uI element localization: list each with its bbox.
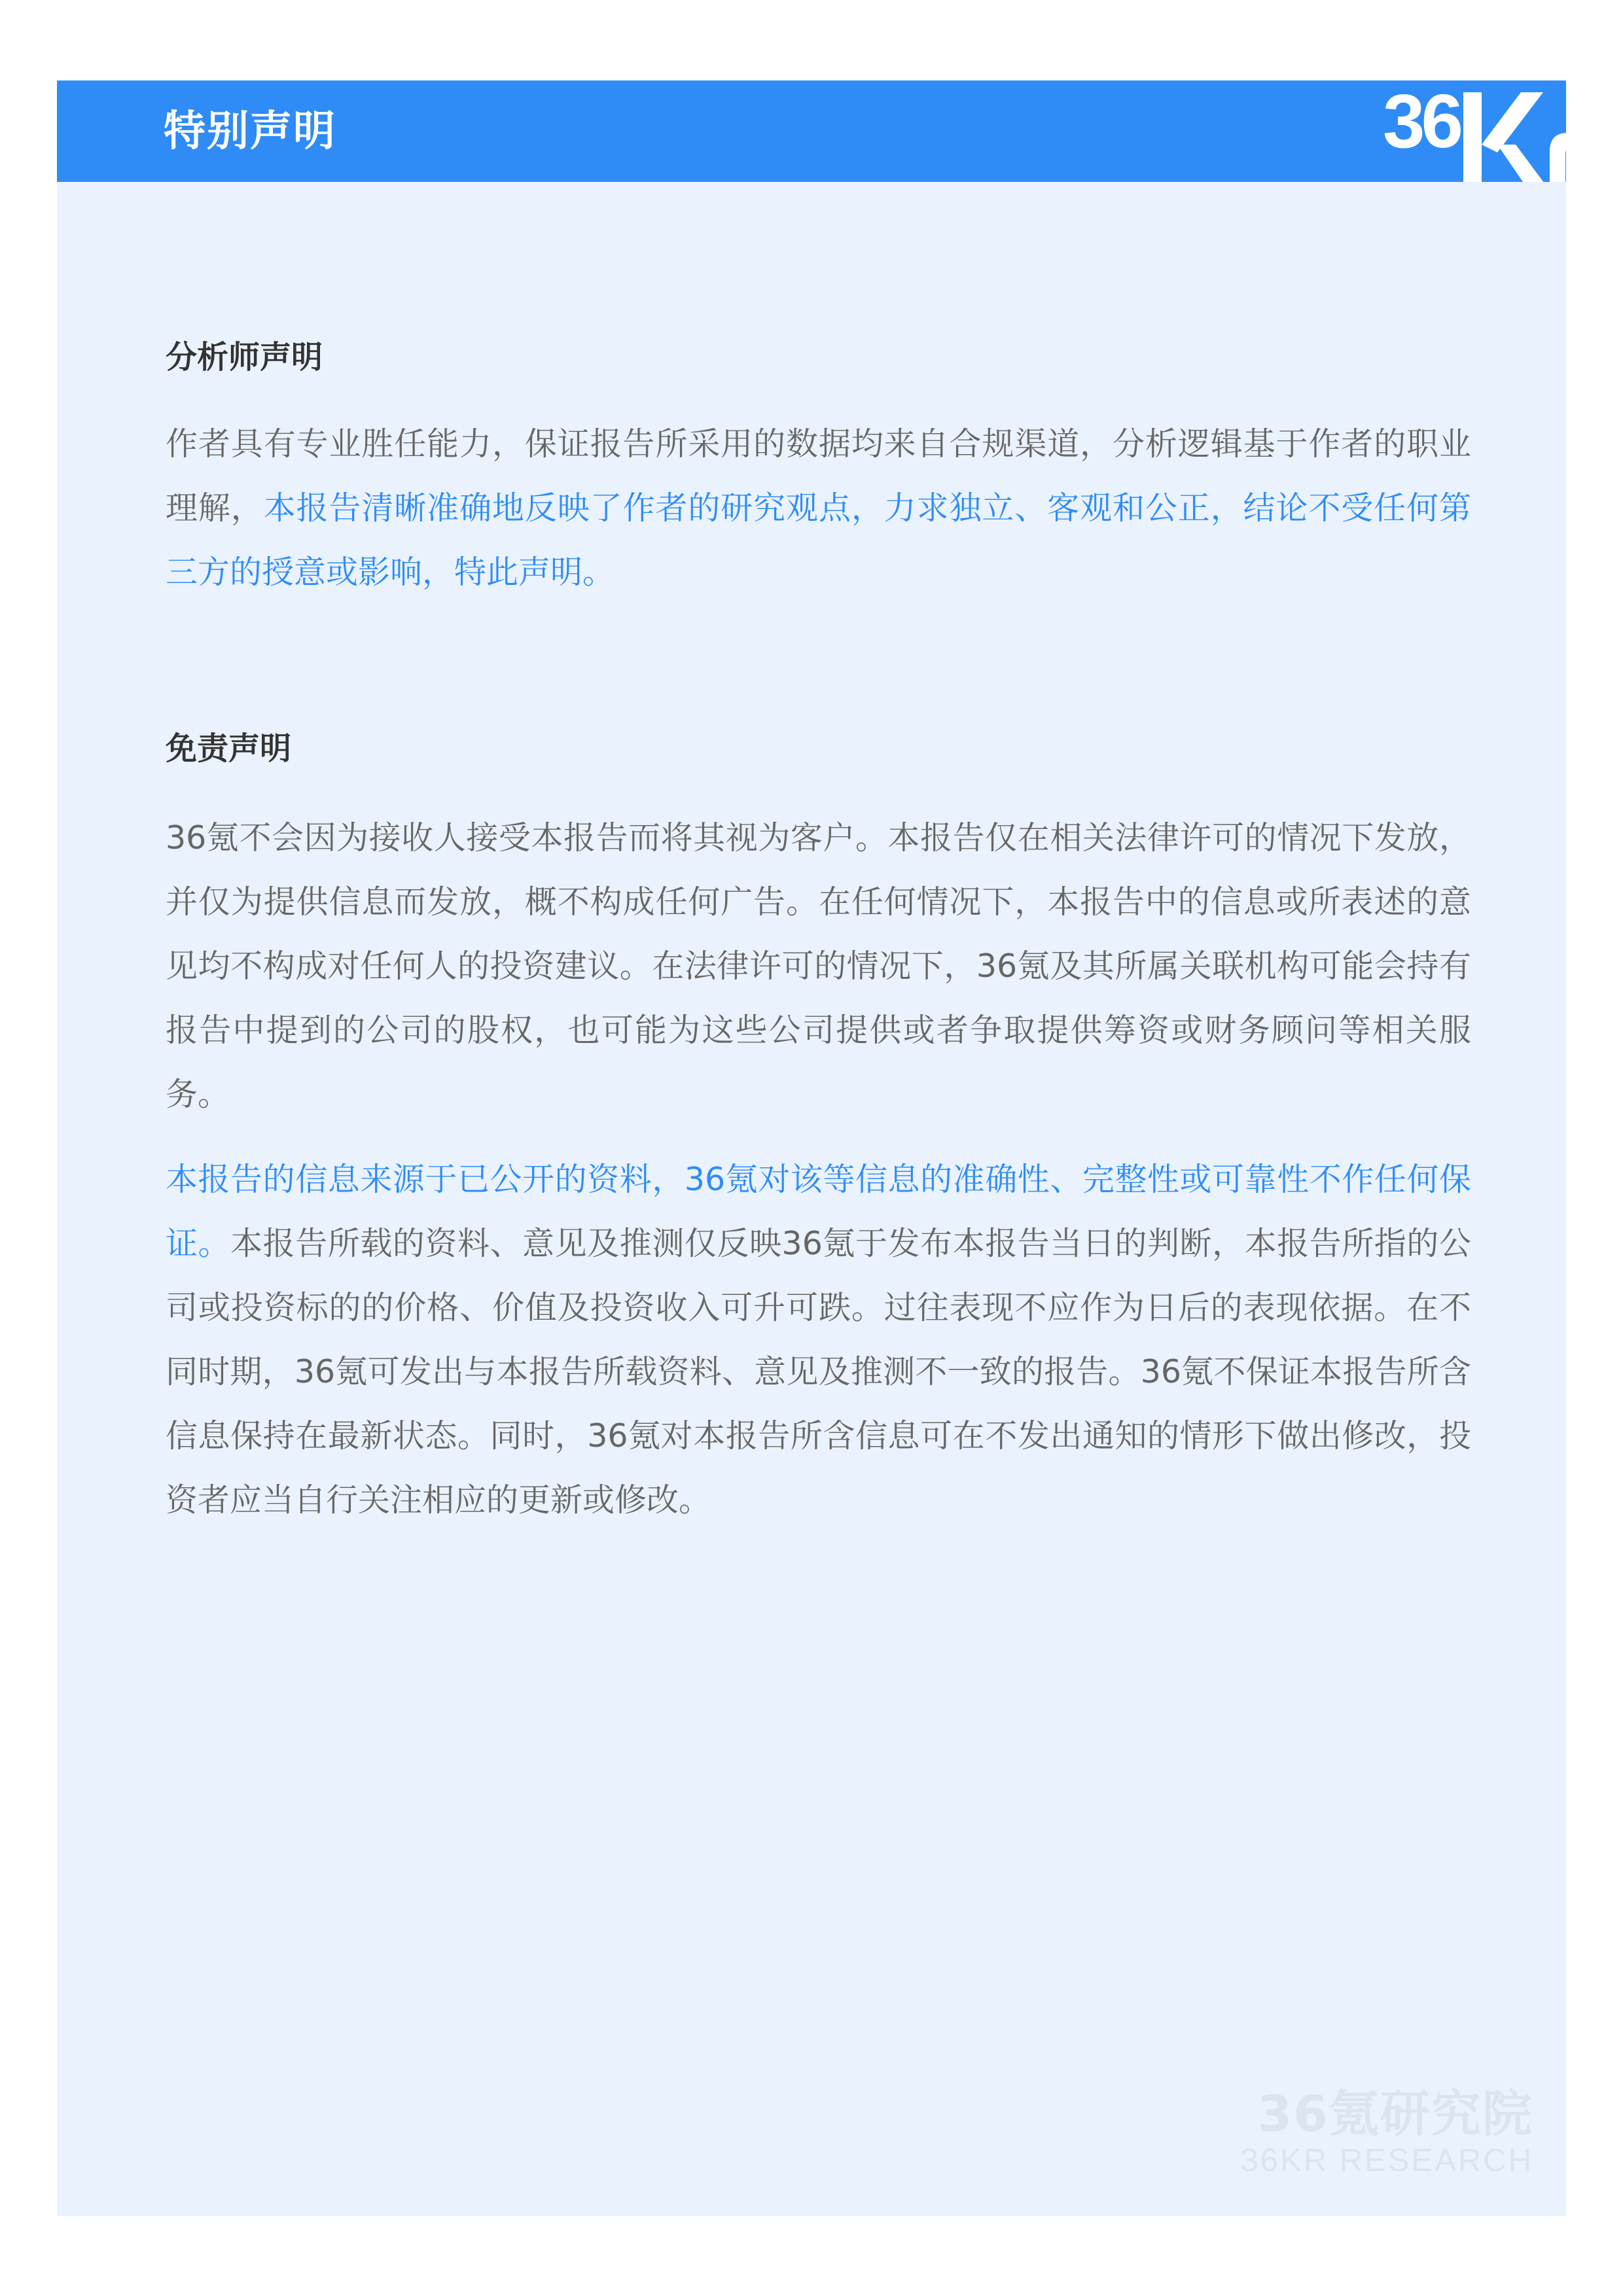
analyst-statement-highlight: 本报告清晰准确地反映了作者的研究观点，力求独立、客观和公正，结论不受任何第三方的授意或影响，特此声明。 <box>166 489 1471 591</box>
page-title: 特别声明 <box>164 107 336 156</box>
watermark <box>1241 2086 1533 2179</box>
disclaimer-paragraph-2-plain: 本报告所载的资料、意见及推测仅反映36氪于发布本报告当日的判断，本报告所指的公司或投资标的的价格、价值及投资收入可升可跌。过往表现不应作为日后的表现依据。在不同时期，36氪可发出与本报告所载资料、意见及推测不一致的报告。36氪不保证本报告所含信息保持在最新状态。同时，36氪对本报告所含信息可在不发出通知的情形下做出修改，投资者应当自行关注相应的更新或修改。 <box>166 1225 1471 1519</box>
page-header <box>57 80 1566 182</box>
analyst-statement-title: 分析师声明 <box>166 339 323 376</box>
analyst-statement-plain: 作者具有专业胜任能力，保证报告所采用的数据均来自合规渠道，分析逻辑基于作者的职业理解， <box>166 425 1471 527</box>
kr-logo-icon <box>1458 80 1566 182</box>
disclaimer-paragraph-2 <box>166 1148 1471 1532</box>
analyst-statement-text <box>166 412 1471 605</box>
watermark-cn: 36氪研究院 <box>1257 2085 1533 2143</box>
logo-number: 36 <box>1382 80 1459 164</box>
disclaimer-paragraph-1: 36氪不会因为接收人接受本报告而将其视为客户。本报告仅在相关法律许可的情况下发放，并仅为提供信息而发放，概不构成任何广告。在任何情况下，本报告中的信息或所表述的意见均不构成对任何人的投资建议。在法律许可的情况下，36氪及其所属关联机构可能会持有报告中提到的公司的股权，也可能为这些公司提供或者争取提供筹资或财务顾问等相关服务。 <box>166 819 1471 1113</box>
disclaimer-title: 免责声明 <box>166 730 292 767</box>
watermark-en: 36KR RESEARCH <box>1240 2143 1533 2178</box>
disclaimer-paragraph-2-highlight: 本报告的信息来源于已公开的资料，36氪对该等信息的准确性、完整性或可靠性不作任何保证。 <box>166 1161 1471 1262</box>
